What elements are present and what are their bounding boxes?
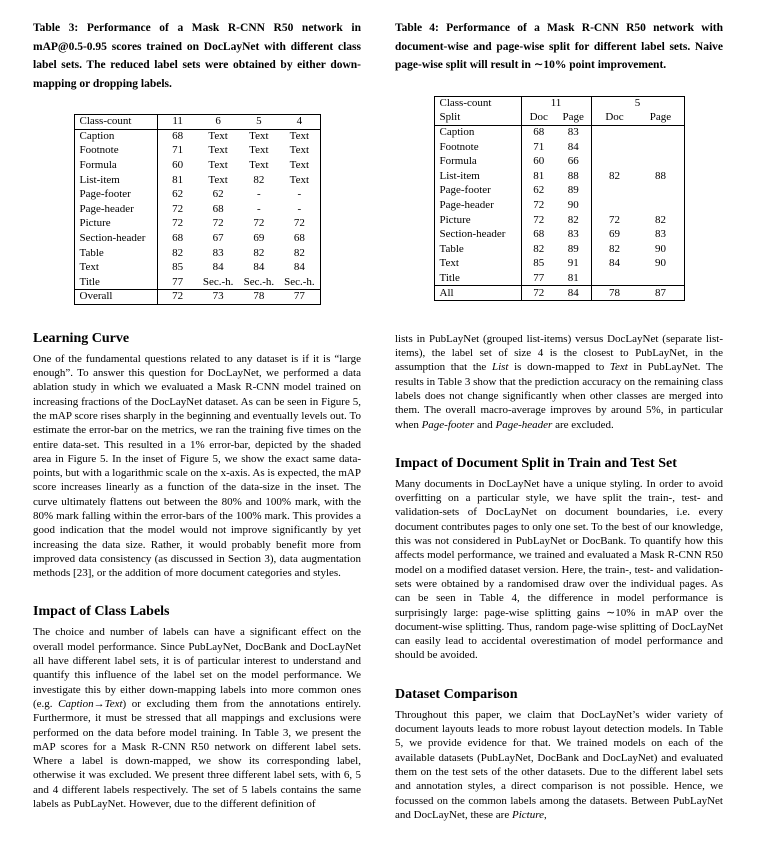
table-cell: 78 — [239, 290, 280, 305]
table-row — [74, 115, 320, 130]
table4 — [434, 96, 685, 301]
table-row — [434, 286, 684, 301]
table-cell: Title — [74, 275, 157, 290]
table-cell — [591, 184, 638, 199]
table-cell: Caption — [74, 129, 157, 144]
table-cell: Text — [289, 144, 310, 157]
table-cell: Split — [434, 111, 521, 126]
table-cell: All — [434, 286, 521, 301]
table-cell: Page — [556, 111, 591, 126]
table-cell: Text — [74, 260, 157, 275]
table-row — [434, 169, 684, 184]
table-cell: 11 — [157, 115, 198, 130]
paragraph — [33, 625, 361, 811]
table-cell: 87 — [638, 286, 685, 301]
table-cell: 72 — [172, 217, 184, 230]
table-cell: 72 — [533, 198, 545, 211]
table-cell: 84 — [293, 261, 305, 274]
table-cell: 62 — [212, 188, 224, 201]
table-cell: Caption — [434, 125, 521, 140]
table-cell: Doc — [591, 111, 638, 126]
table-cell: 72 — [521, 286, 556, 301]
text-run: , — [543, 808, 547, 821]
table-cell: 82 — [655, 213, 666, 226]
text-run: in PubLayNet. The results in Table 3 show that the prediction accuracy on the remaining class labels does not change significantly when other classes are merged into them. The overall macro-average improves by around 5%, in particular when — [395, 361, 724, 431]
table-row — [74, 275, 320, 290]
table-cell: Text — [208, 144, 228, 157]
text-run: → — [93, 697, 105, 710]
table-cell: 83 — [556, 125, 591, 140]
text-run: The choice and number of labels can have a significant effect on the overall model performance. Since PubLayNet, DocBank and DocLayNet all have different label sets, it is of particular interest to understand and quantify this influence of the label set on the model performance. We investigate this by either down-mapping labels into more common ones (e.g. — [33, 626, 361, 710]
table-cell: 68 — [212, 202, 224, 215]
table-cell: Text — [289, 159, 310, 172]
table-cell: Class-count — [74, 115, 157, 130]
table-cell: Picture — [74, 217, 157, 232]
table-cell — [638, 198, 685, 213]
table-cell: 89 — [556, 242, 591, 257]
left-column — [33, 16, 361, 865]
table-cell — [638, 184, 685, 199]
table-cell: 68 — [533, 228, 545, 241]
table-cell: 82 — [253, 173, 265, 186]
table-cell: 84 — [556, 286, 591, 301]
table-cell: List-item — [74, 173, 157, 188]
table-cell: 85 — [533, 257, 545, 270]
table-row — [74, 202, 320, 217]
paragraph — [33, 352, 361, 581]
table-cell: Footnote — [74, 144, 157, 159]
text-run: Page-header — [495, 418, 553, 431]
table-cell: - — [297, 202, 302, 215]
table-cell: 73 — [198, 290, 239, 305]
table-cell: 5 — [239, 115, 280, 130]
table-row — [434, 198, 684, 213]
table-row — [434, 184, 684, 199]
text-run: Caption — [58, 697, 94, 710]
text-run: Many documents in DocLayNet have a unique styling. In order to avoid overfitting on a particular style, we have split the train-, test- and validation-sets of DocLayNet on document boundaries, i.e. every document contributes pages to only one set. To the best of our knowledge, this was not considered in PubLayNet or DocBank. To quantify how this affects model performance, we trained and evaluated a Mask R-CNN R50 model on a modified dataset version. Here, the train-, test- and validation-sets were obtained by a randomised draw over the individual pages. As can be seen in Table 4, the difference in model performance is surprisingly large: page-wise splitting gains ∼10% in mAP over the document-wise splitting. Thus, random page-wise splitting of DocLayNet can easily lead to accidental overestimation of model performance and should be avoided. — [395, 477, 723, 662]
table-cell: 4 — [279, 115, 320, 130]
table-row — [74, 129, 320, 144]
table-cell — [638, 125, 685, 140]
table-cell: Text — [208, 130, 228, 143]
table4-caption: Table 4: Performance of a Mask R-CNN R50 network with document-wise and page-wise split for different label sets. Naive page-wise split will result in ∼10% point improvement. — [395, 22, 723, 71]
text-run: Text — [104, 697, 123, 710]
table-cell: 62 — [172, 188, 184, 201]
table-cell — [638, 140, 685, 155]
table-row — [74, 187, 320, 202]
table-row — [434, 140, 684, 155]
text-run: One of the fundamental questions related to any dataset is if it is “large enough”. To answer this question for DocLayNet, we performed a data ablation study in which we evaluated a Mask R-CNN model trained on increasing fractions of the DocLayNet dataset. As can be seen in Figure 5, the mAP score rises sharply in the beginning and eventually levels out. To estimate the error-bar on the metrics, we ran the training five times on the entire data-set. This resulted in a 1% error-bar, depicted by the shaded area in Figure 5. In the inset of Figure 5, we show the exact same data-points, but with a logarithmic scale on the x-axis. As is expected, the mAP score increases linearly as a function of the data-size in the inset. The curve ultimately flattens out between the 80% and 100% mark, with the 80% mark falling within the error-bars of the 100% mark. This provides a good indication that the model would not improve significantly by yet increasing the data size. Rather, it would probably benefit more from improved data consistency (as discussed in Section 3), data augmentation methods [23], or the addition of more document categories and styles. — [33, 352, 361, 580]
table-cell — [591, 198, 638, 213]
table-cell: 77 — [172, 275, 184, 288]
table-cell: - — [257, 188, 261, 201]
table-cell: 5 — [634, 97, 641, 110]
table-row — [434, 111, 684, 126]
table-cell: 68 — [293, 232, 305, 245]
table-cell: 67 — [212, 232, 224, 245]
table-cell — [638, 154, 685, 169]
table-cell: 82 — [609, 242, 620, 255]
table-cell: 71 — [533, 140, 545, 153]
table-cell: 90 — [556, 198, 591, 213]
table-cell: 91 — [556, 257, 591, 272]
table-cell: 82 — [172, 246, 184, 259]
table-cell — [591, 140, 638, 155]
table-cell: Text — [208, 159, 228, 172]
table-row — [434, 271, 684, 286]
paragraph — [395, 708, 723, 822]
table-cell: 82 — [556, 213, 591, 228]
section-heading: Learning Curve — [33, 330, 130, 346]
table-cell: 82 — [609, 169, 620, 182]
table-cell: 66 — [556, 154, 591, 169]
table-cell: 84 — [609, 257, 620, 270]
table-cell: 62 — [533, 184, 545, 197]
right-column — [395, 16, 723, 865]
table-cell: Table — [74, 246, 157, 261]
table-cell: 77 — [533, 271, 545, 284]
table-cell — [638, 271, 685, 286]
text-run: Page-footer — [421, 418, 475, 431]
text-run: ) or excluding them from the annotations entirely. Furthermore, it must be stressed that all mappings and exclusions were performed on the data before model training. In Table 3, we present the mAP scores for a Mask R-CNN R50 network on different label sets. Where a label is down-mapped, we show its corresponding label, otherwise it was excluded. We present three different label sets, with 6, 5 and 4 different labels respectively. The set of 5 labels contains the same labels as PubLayNet. However, due to the different definition of — [33, 697, 361, 811]
table-cell: Table — [434, 242, 521, 257]
table-row — [74, 173, 320, 188]
table-cell: 11 — [521, 96, 591, 111]
table-cell: Text — [208, 173, 228, 186]
table-cell: 69 — [609, 228, 620, 241]
table-cell: 72 — [157, 290, 198, 305]
table-cell: Doc — [521, 111, 556, 126]
table-row — [74, 158, 320, 173]
table-cell: 85 — [172, 261, 184, 274]
table-cell: 89 — [556, 184, 591, 199]
table-row — [74, 144, 320, 159]
table-cell — [591, 154, 638, 169]
text-run: and — [474, 418, 496, 431]
table-cell: Footnote — [434, 140, 521, 155]
table-cell: 83 — [556, 227, 591, 242]
table-cell: 6 — [198, 115, 239, 130]
table3 — [74, 114, 321, 305]
table-row — [434, 242, 684, 257]
table-cell: Text — [249, 144, 269, 157]
table-row — [74, 231, 320, 246]
text-run: Picture — [511, 808, 544, 821]
table-cell: 81 — [556, 271, 591, 286]
table-cell: 84 — [253, 261, 265, 274]
text-run: Text — [609, 361, 628, 374]
table-cell: Sec.-h. — [202, 275, 234, 288]
table-cell: 72 — [212, 217, 224, 230]
table-row — [74, 290, 320, 305]
text-run: lists in PubLayNet (grouped list-items) versus DocLayNet (separate list-items), the label set of size 4 is the closest to PubLayNet, in the assumption that the — [395, 332, 723, 374]
table3-caption: Table 3: Performance of a Mask R-CNN R50 network in mAP@0.5-0.95 scores trained on DocLayNet with different class label sets. The reduced label sets were obtained by either down-mapping or dropping labels. — [33, 22, 361, 90]
table-cell: 81 — [172, 173, 184, 186]
table-cell: 72 — [172, 202, 184, 215]
table-cell: Text — [249, 130, 269, 143]
table-cell: 90 — [655, 257, 666, 270]
table-cell: 72 — [293, 217, 305, 230]
table-cell: Page-footer — [434, 184, 521, 199]
table-cell: 84 — [556, 140, 591, 155]
table-cell: Title — [434, 271, 521, 286]
table-cell: Section-header — [74, 231, 157, 246]
section-dataset-comparison — [395, 686, 723, 822]
table-cell: Page-header — [434, 198, 521, 213]
text-run: are excluded. — [552, 418, 614, 431]
table-cell: Formula — [74, 158, 157, 173]
text-run: is down-mapped to — [508, 361, 610, 374]
table-cell: Text — [434, 257, 521, 272]
section-impact-of-document-split — [395, 455, 723, 663]
table-cell — [591, 271, 638, 286]
table-cell: 60 — [172, 159, 184, 172]
section-heading: Impact of Class Labels — [33, 604, 170, 620]
table-row — [74, 260, 320, 275]
table-cell: Formula — [434, 154, 521, 169]
text-run: Throughout this paper, we claim that DocLayNet’s wider variety of document layouts leads to more robust layout detection models. In Table 5, we provide evidence for that. We trained models on each of the available datasets (PubLayNet, DocBank and DocLayNet) and evaluated them on the test sets of the other datasets. Due to the different label sets and annotation styles, a direct comparison is not possible. Hence, we focussed on the common labels among the datasets. Between PubLayNet and DocLayNet, these are — [395, 708, 723, 821]
table-cell: Class-count — [434, 96, 521, 111]
table-cell: 72 — [253, 217, 265, 230]
table-cell: Picture — [434, 213, 521, 228]
section-learning-curve — [33, 330, 361, 581]
table-cell: Sec.-h. — [243, 275, 275, 288]
table-cell: 71 — [172, 144, 184, 157]
table-cell: Page — [638, 111, 685, 126]
table-cell: - — [297, 188, 302, 201]
continuation-paragraph — [395, 332, 723, 432]
table-cell: Text — [289, 130, 310, 143]
table-cell: Text — [289, 173, 310, 186]
section-heading: Dataset Comparison — [395, 686, 518, 702]
paragraph — [395, 477, 723, 663]
table-cell: 60 — [533, 155, 545, 168]
table-cell: 69 — [253, 232, 265, 245]
table-row — [434, 257, 684, 272]
table-cell: 68 — [172, 232, 184, 245]
section-impact-of-class-labels — [33, 603, 361, 811]
table-cell: 90 — [655, 242, 666, 255]
table-cell: 83 — [212, 246, 224, 259]
table-cell: List-item — [434, 169, 521, 184]
table-cell: 82 — [533, 242, 545, 255]
table-cell — [591, 125, 638, 140]
table-row — [434, 125, 684, 140]
section-heading: Impact of Document Split in Train and Test Set — [395, 455, 677, 471]
table-cell: Section-header — [434, 227, 521, 242]
table-row — [434, 154, 684, 169]
table-row — [74, 217, 320, 232]
table-cell: - — [257, 202, 261, 215]
table-row — [434, 96, 684, 111]
table-cell: 82 — [253, 246, 265, 259]
table-cell: Overall — [74, 290, 157, 305]
table-cell: 72 — [609, 213, 620, 226]
table-row — [74, 246, 320, 261]
table-row — [434, 227, 684, 242]
table-cell: Text — [249, 159, 269, 172]
table-cell: 78 — [591, 286, 638, 301]
table-cell: 72 — [533, 213, 545, 226]
text-run: List — [491, 361, 509, 374]
table-cell: 81 — [533, 169, 545, 182]
table-cell: 77 — [279, 290, 320, 305]
table-cell: 88 — [655, 169, 666, 182]
table-cell: 68 — [533, 126, 545, 139]
table-cell: Sec.-h. — [284, 275, 315, 288]
table-cell: 84 — [212, 261, 224, 274]
table-cell: Page-footer — [74, 187, 157, 202]
table-cell: 82 — [293, 246, 305, 259]
table-row — [434, 213, 684, 228]
table-cell: 68 — [172, 130, 184, 143]
table-cell: Page-header — [74, 202, 157, 217]
table-cell: 83 — [655, 228, 666, 241]
table-cell: 88 — [556, 169, 591, 184]
